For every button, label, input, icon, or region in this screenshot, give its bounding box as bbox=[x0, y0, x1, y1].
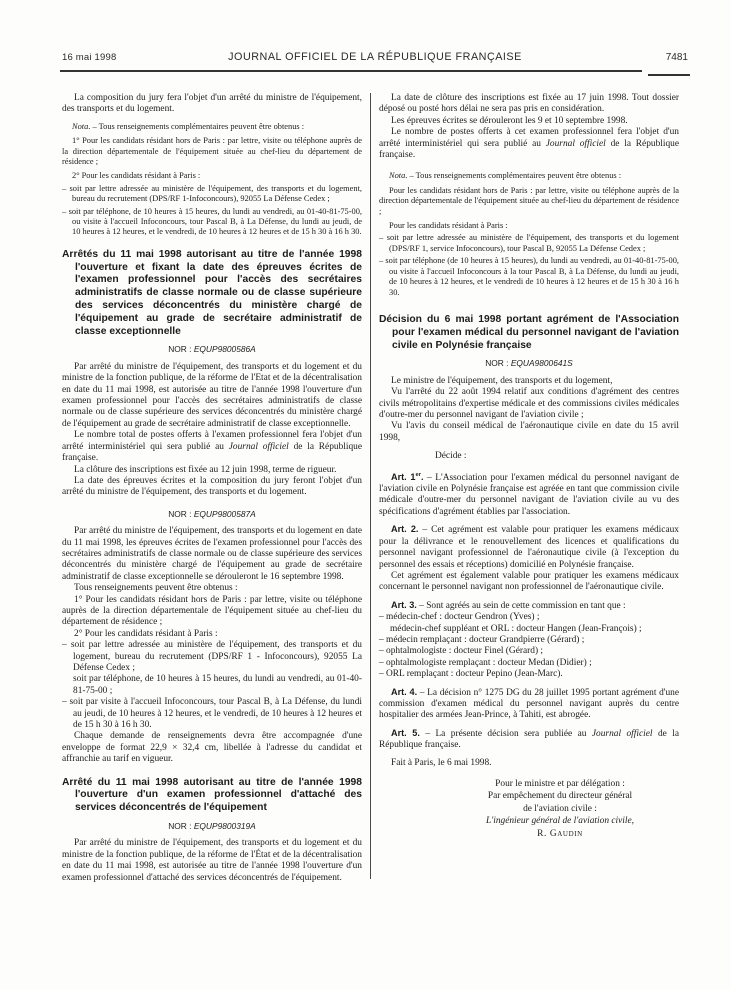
paragraph bbox=[62, 526, 362, 583]
nota-paragraph bbox=[62, 136, 362, 167]
article-paragraph bbox=[379, 600, 679, 612]
text-run: – L'Association pour l'examen médical du personnel navigant de l'aviation civile en Polynésie française est agréée en tant que commission civile médicale d'outre-mer du personnel navigant de l'aviation civile au vu des spécifications d'agrément établies par l'association. bbox=[379, 472, 679, 517]
text-run: Art. 3. bbox=[391, 599, 417, 610]
paragraph bbox=[62, 838, 362, 884]
paragraph bbox=[379, 116, 679, 127]
list-item bbox=[62, 697, 362, 731]
text-run: NOR : bbox=[485, 358, 511, 369]
nota-paragraph bbox=[379, 221, 679, 231]
text-run: La clôture des inscriptions est fixée au 12 juin 1998, terme de rigueur. bbox=[74, 464, 337, 475]
paragraph bbox=[62, 430, 362, 464]
text-run: Pour les candidats résidant hors de Paris : par lettre, visite ou téléphone auprès de la direction départementale de l'équipement située au chef-lieu du département de résidence ; bbox=[379, 185, 679, 216]
list-item bbox=[62, 640, 362, 674]
section-heading bbox=[62, 249, 362, 339]
text-run: – ORL remplaçant : docteur Pepino (Jean-Marc). bbox=[379, 669, 563, 680]
text-run: La date de clôture des inscriptions est fixée au 17 juin 1998. Tout dossier déposé ou posté hors délai ne sera pas pris en considération. bbox=[379, 93, 679, 115]
paragraph bbox=[62, 362, 362, 430]
paragraph bbox=[62, 583, 362, 594]
paragraph bbox=[62, 595, 362, 629]
text-run: er bbox=[415, 471, 421, 478]
nor-line bbox=[62, 821, 362, 832]
section-heading bbox=[379, 314, 679, 352]
text-run: Tous renseignements peuvent être obtenus : bbox=[74, 583, 238, 594]
paragraph bbox=[379, 758, 679, 769]
text-run: L'ingénieur général de l'aviation civile, bbox=[486, 816, 634, 827]
paragraph bbox=[379, 387, 679, 421]
text-run: NOR : bbox=[168, 508, 194, 519]
text-run: de la République française. bbox=[62, 441, 362, 464]
header-rule bbox=[60, 70, 642, 72]
signature-line bbox=[441, 778, 679, 790]
decide-line bbox=[379, 451, 679, 462]
text-run: – La présente décision sera publiée au bbox=[419, 728, 592, 739]
text-run: Art. 1 bbox=[391, 471, 416, 482]
paragraph bbox=[379, 571, 679, 594]
right-column bbox=[379, 93, 679, 981]
article-paragraph bbox=[379, 524, 679, 571]
list-item bbox=[62, 207, 362, 238]
text-run: La composition du jury fera l'objet d'un arrêté du ministre de l'équipement, des transports et du logement. bbox=[62, 93, 362, 115]
text-run: 1° Pour les candidats résidant hors de Paris : par lettre, visite ou téléphone auprès de la direction départementale de l'équipement située au chef-lieu du département de résidence ; bbox=[62, 594, 362, 628]
text-run: Décision du 6 mai 1998 portant agrément de l'Association pour l'examen médical du personnel navigant de l'aviation civile en Polynésie française bbox=[379, 313, 679, 351]
text-run: – ophtalmologiste : docteur Finel (Gérard) ; bbox=[379, 646, 544, 657]
nota-paragraph bbox=[62, 122, 362, 132]
text-run: – médecin-chef : docteur Gendron (Yves) ; bbox=[379, 612, 540, 623]
text-run: – soit par lettre adressée au ministère de l'équipement, des transports et du logement (DPS/RF 1, service Infoconcours), tour Pascal B, 92055 La Défense Cedex ; bbox=[379, 233, 679, 253]
paragraph bbox=[62, 93, 362, 116]
section-heading bbox=[62, 777, 362, 815]
text-run: Décide : bbox=[435, 451, 467, 462]
text-run: – ophtalmologiste remplaçant : docteur Medan (Didier) ; bbox=[379, 657, 592, 668]
text-run: Vu l'avis du conseil médical de l'aéronautique civile en date du 15 avril 1998, bbox=[379, 421, 679, 443]
text-run: 1° Pour les candidats résidant hors de Paris : par lettre, visite ou téléphone auprès de la direction départementale de l'équipement située au chef-lieu du département de résidence ; bbox=[62, 136, 362, 167]
text-run: Journal officiel bbox=[228, 441, 289, 452]
text-run: Le nombre de postes offerts à cet examen professionnel fera l'objet d'un arrêté interministériel qui sera publié au bbox=[379, 127, 679, 149]
signature-block bbox=[379, 778, 679, 840]
text-run: . – Tous renseignements complémentaires peuvent être obtenus : bbox=[88, 121, 305, 131]
paragraph bbox=[62, 465, 362, 476]
article-paragraph bbox=[379, 687, 679, 722]
page-header bbox=[62, 51, 688, 63]
text-run: EQUP9800586A bbox=[193, 344, 256, 355]
text-run: 2° Pour les candidats résidant à Paris : bbox=[74, 628, 218, 639]
text-run: Fait à Paris, le 6 mai 1998. bbox=[391, 757, 492, 768]
text-run: Nota bbox=[72, 121, 89, 131]
list-item bbox=[379, 646, 679, 657]
text-run: – soit par visite à l'accueil Infoconcours, tour Pascal B, à La Défense, du lundi au jeudi, de 10 heures à 12 heures, et le vendredi, de 10 heures à 12 heures et de 15 h 30 à 16 h 30. bbox=[62, 697, 362, 731]
page-number: 7481 bbox=[665, 52, 688, 63]
nor-line bbox=[379, 358, 679, 369]
nor-line bbox=[62, 344, 362, 355]
journal-title: JOURNAL OFFICIEL DE LA RÉPUBLIQUE FRANÇAISE bbox=[228, 51, 522, 63]
text-run: EQUP9800587A bbox=[193, 508, 256, 519]
text-run: Pour les candidats résidant à Paris : bbox=[389, 221, 508, 231]
text-run: Par arrêté du ministre de l'équipement, des transports et du logement en date du 11 mai 1998, les épreuves écrites de l'examen professionnel pour l'accès des secrétaires administratifs de classe normale ou de classe supérieure des services déconcentrés du ministère chargé de l'équipement au grade de secrétaire administratif de classe exceptionnelle se dérouleront le 16 septembre 1998. bbox=[62, 526, 362, 582]
text-run: soit par téléphone, de 10 heures à 15 heures, du lundi au vendredi, au 01-40-81-75-00 ; bbox=[73, 674, 362, 696]
list-item bbox=[379, 256, 679, 298]
text-run: – soit par téléphone (de 10 heures à 15 heures), du lundi au vendredi, au 01-40-81-75-00, ou visite à l'accueil Infoconcours à la tour Pascal B, à La Défense, du lundi au jeudi, de 10 heures à 12 heures, et le vendredi de 10 heures à 12 heures et de 15 h 30 à 16 h 30. bbox=[379, 256, 679, 297]
text-run: – Cet agrément est valable pour pratiquer les examens médicaux pour la délivrance et le renouvellement des licences et qualifications du personnel navigant professionnel de l'aéronautique civile (à l'exception du personnel des essais et réceptions) domicilié en Polynésie française. bbox=[379, 525, 679, 570]
text-run: de la République française. bbox=[379, 728, 679, 751]
column-divider bbox=[370, 93, 371, 879]
text-run: Les épreuves écrites se dérouleront les 9 et 10 septembre 1998. bbox=[391, 115, 628, 126]
text-run: Nota bbox=[389, 171, 406, 181]
text-run: Art. 2. bbox=[391, 524, 419, 535]
text-run: Arrêtés du 11 mai 1998 autorisant au titre de l'année 1998 l'ouverture et fixant la date des épreuves écrites de l'examen professionnel pour l'accès des secrétaires administratifs de classe normale ou de classe supérieure des services déconcentrés du ministère chargé de l'équipement au grade de secrétaire administratif de classe exceptionnelle bbox=[62, 248, 362, 337]
signature-line bbox=[441, 790, 679, 802]
list-item bbox=[379, 612, 679, 623]
text-run: . – Tous renseignements complémentaires peuvent être obtenus : bbox=[405, 171, 622, 181]
text-run: – soit par téléphone, de 10 heures à 15 heures, du lundi au vendredi, au 01-40-81-75-00, ou visite à l'accueil Infoconcours, tour Pascal B, à La Défense, du lundi au jeudi, de 10 heures à 12 heures, et le vendredi, de 10 heures à 12 heures et de 15 h 30 à 16 h 30. bbox=[62, 206, 362, 237]
text-run: – soit par lettre adressée au ministère de l'équipement, des transports et du logement, bureau du recrutement (DPS/RF 1 - Infoconcours), 92055 La Défense Cedex ; bbox=[62, 640, 362, 674]
nota-paragraph bbox=[62, 171, 362, 181]
text-run: de l'aviation civile : bbox=[523, 803, 597, 814]
paragraph bbox=[62, 731, 362, 765]
content-columns bbox=[62, 93, 680, 981]
text-run: NOR : bbox=[168, 344, 194, 355]
list-item bbox=[379, 635, 679, 646]
paragraph bbox=[62, 629, 362, 640]
text-run: Pour le ministre et par délégation : bbox=[495, 779, 625, 790]
text-run: Art. 5. bbox=[391, 727, 420, 738]
list-item bbox=[379, 233, 679, 254]
text-run: – La décision n° 1275 DG du 28 juillet 1995 portant agrément d'une commission d'examen médical du personnel navigant auprès du centre hospitalier des armées Jean-Prince, à Tahiti, est abrogée. bbox=[379, 687, 679, 721]
list-subitem bbox=[379, 624, 679, 635]
text-run: . bbox=[420, 471, 424, 482]
paragraph bbox=[379, 376, 679, 387]
text-run: EQUP9800319A bbox=[193, 821, 256, 832]
text-run: – Sont agréés au sein de cette commission en tant que : bbox=[416, 600, 626, 611]
article-paragraph bbox=[379, 470, 679, 519]
paragraph bbox=[62, 476, 362, 499]
text-run: NOR : bbox=[168, 821, 194, 832]
text-run: Arrêté du 11 mai 1998 autorisant au titre de l'année 1998 l'ouverture d'un examen professionnel d'attaché des services déconcentrés de l'équipement bbox=[62, 776, 362, 814]
text-run: Journal officiel bbox=[545, 138, 606, 149]
list-item bbox=[62, 184, 362, 205]
list-item bbox=[379, 658, 679, 669]
text-run: médecin-chef suppléant et ORL : docteur Hangen (Jean-François) ; bbox=[390, 623, 642, 634]
text-run: Le nombre total de postes offerts à l'examen professionnel fera l'objet d'un arrêté interministériel qui sera publié au bbox=[62, 430, 362, 452]
text-run: Par arrêté du ministre de l'équipement, des transports et du logement et du ministre de la fonction publique, de la réforme de l'État et de la décentralisation en date du 11 mai 1998, est autorisée au titre de l'année 1998 l'ouverture d'un examen professionnel d'attaché des services déconcentrés de l'équipement. bbox=[62, 838, 362, 883]
text-run: R. Gaudin bbox=[537, 828, 583, 839]
text-run: Art. 4. bbox=[391, 686, 418, 697]
paragraph bbox=[379, 127, 679, 161]
header-date: 16 mai 1998 bbox=[62, 52, 117, 63]
text-run: – soit par lettre adressée au ministère de l'équipement, des transports et du logement, bureau du recrutement (DPS/RF 1-Infoconcours), 92055 La Défense Cedex ; bbox=[62, 183, 362, 204]
list-subitem bbox=[62, 674, 362, 697]
text-run: Vu l'arrêté du 22 août 1994 relatif aux conditions d'agrément des centres civils métropolitains d'expertise médicale et des commissions civiles médicales d'outre-mer du personnel navigant de l'aviation civile ; bbox=[379, 387, 679, 420]
signature-line bbox=[441, 828, 679, 840]
text-run: La date des épreuves écrites et la composition du jury feront l'objet d'un arrêté du ministre de l'équipement, des transports et du logement. bbox=[62, 475, 362, 498]
text-run: de la République française. bbox=[379, 138, 679, 161]
page-number-rule bbox=[648, 74, 690, 76]
text-run: EQUA9800641S bbox=[510, 358, 573, 369]
text-run: Chaque demande de renseignements devra être accompagnée d'une enveloppe de format 22,9 × 32,4 cm, libellée à l'adresse du candidat et affranchie au tarif en vigueur. bbox=[62, 731, 362, 765]
text-run: 2° Pour les candidats résidant à Paris : bbox=[72, 171, 201, 181]
article-paragraph bbox=[379, 728, 679, 752]
nor-line bbox=[62, 509, 362, 520]
left-column bbox=[62, 93, 362, 981]
nota-paragraph bbox=[379, 186, 679, 217]
text-run: Cet agrément est également valable pour pratiquer les examens médicaux concernant le personnel navigant non professionnel de l'aéronautique civile. bbox=[379, 570, 679, 593]
text-run: Journal officiel bbox=[591, 728, 653, 739]
signature-line bbox=[441, 803, 679, 815]
text-run: – médecin remplaçant : docteur Grandpierre (Gérard) ; bbox=[379, 634, 585, 645]
text-run: Le ministre de l'équipement, des transports et du logement, bbox=[391, 375, 613, 386]
text-run: Par arrêté du ministre de l'équipement, des transports et du logement et du ministre de la fonction publique, de la réforme de l'Etat et de la décentralisation en date du 11 mai 1998, est autorisée au titre de l'année 1998 l'ouverture d'un examen professionnel pour l'accès des secrétaires administratifs de classe normale ou de classe supérieure des services déconcentrés du ministère chargé de l'équipement au grade de secrétaire administratif de classe exceptionnelle. bbox=[62, 361, 362, 429]
paragraph bbox=[379, 421, 679, 444]
text-run: Par empêchement du directeur général bbox=[487, 791, 633, 802]
signature-line bbox=[441, 815, 679, 827]
nota-paragraph bbox=[379, 171, 679, 181]
paragraph bbox=[379, 93, 679, 116]
list-item bbox=[379, 669, 679, 680]
